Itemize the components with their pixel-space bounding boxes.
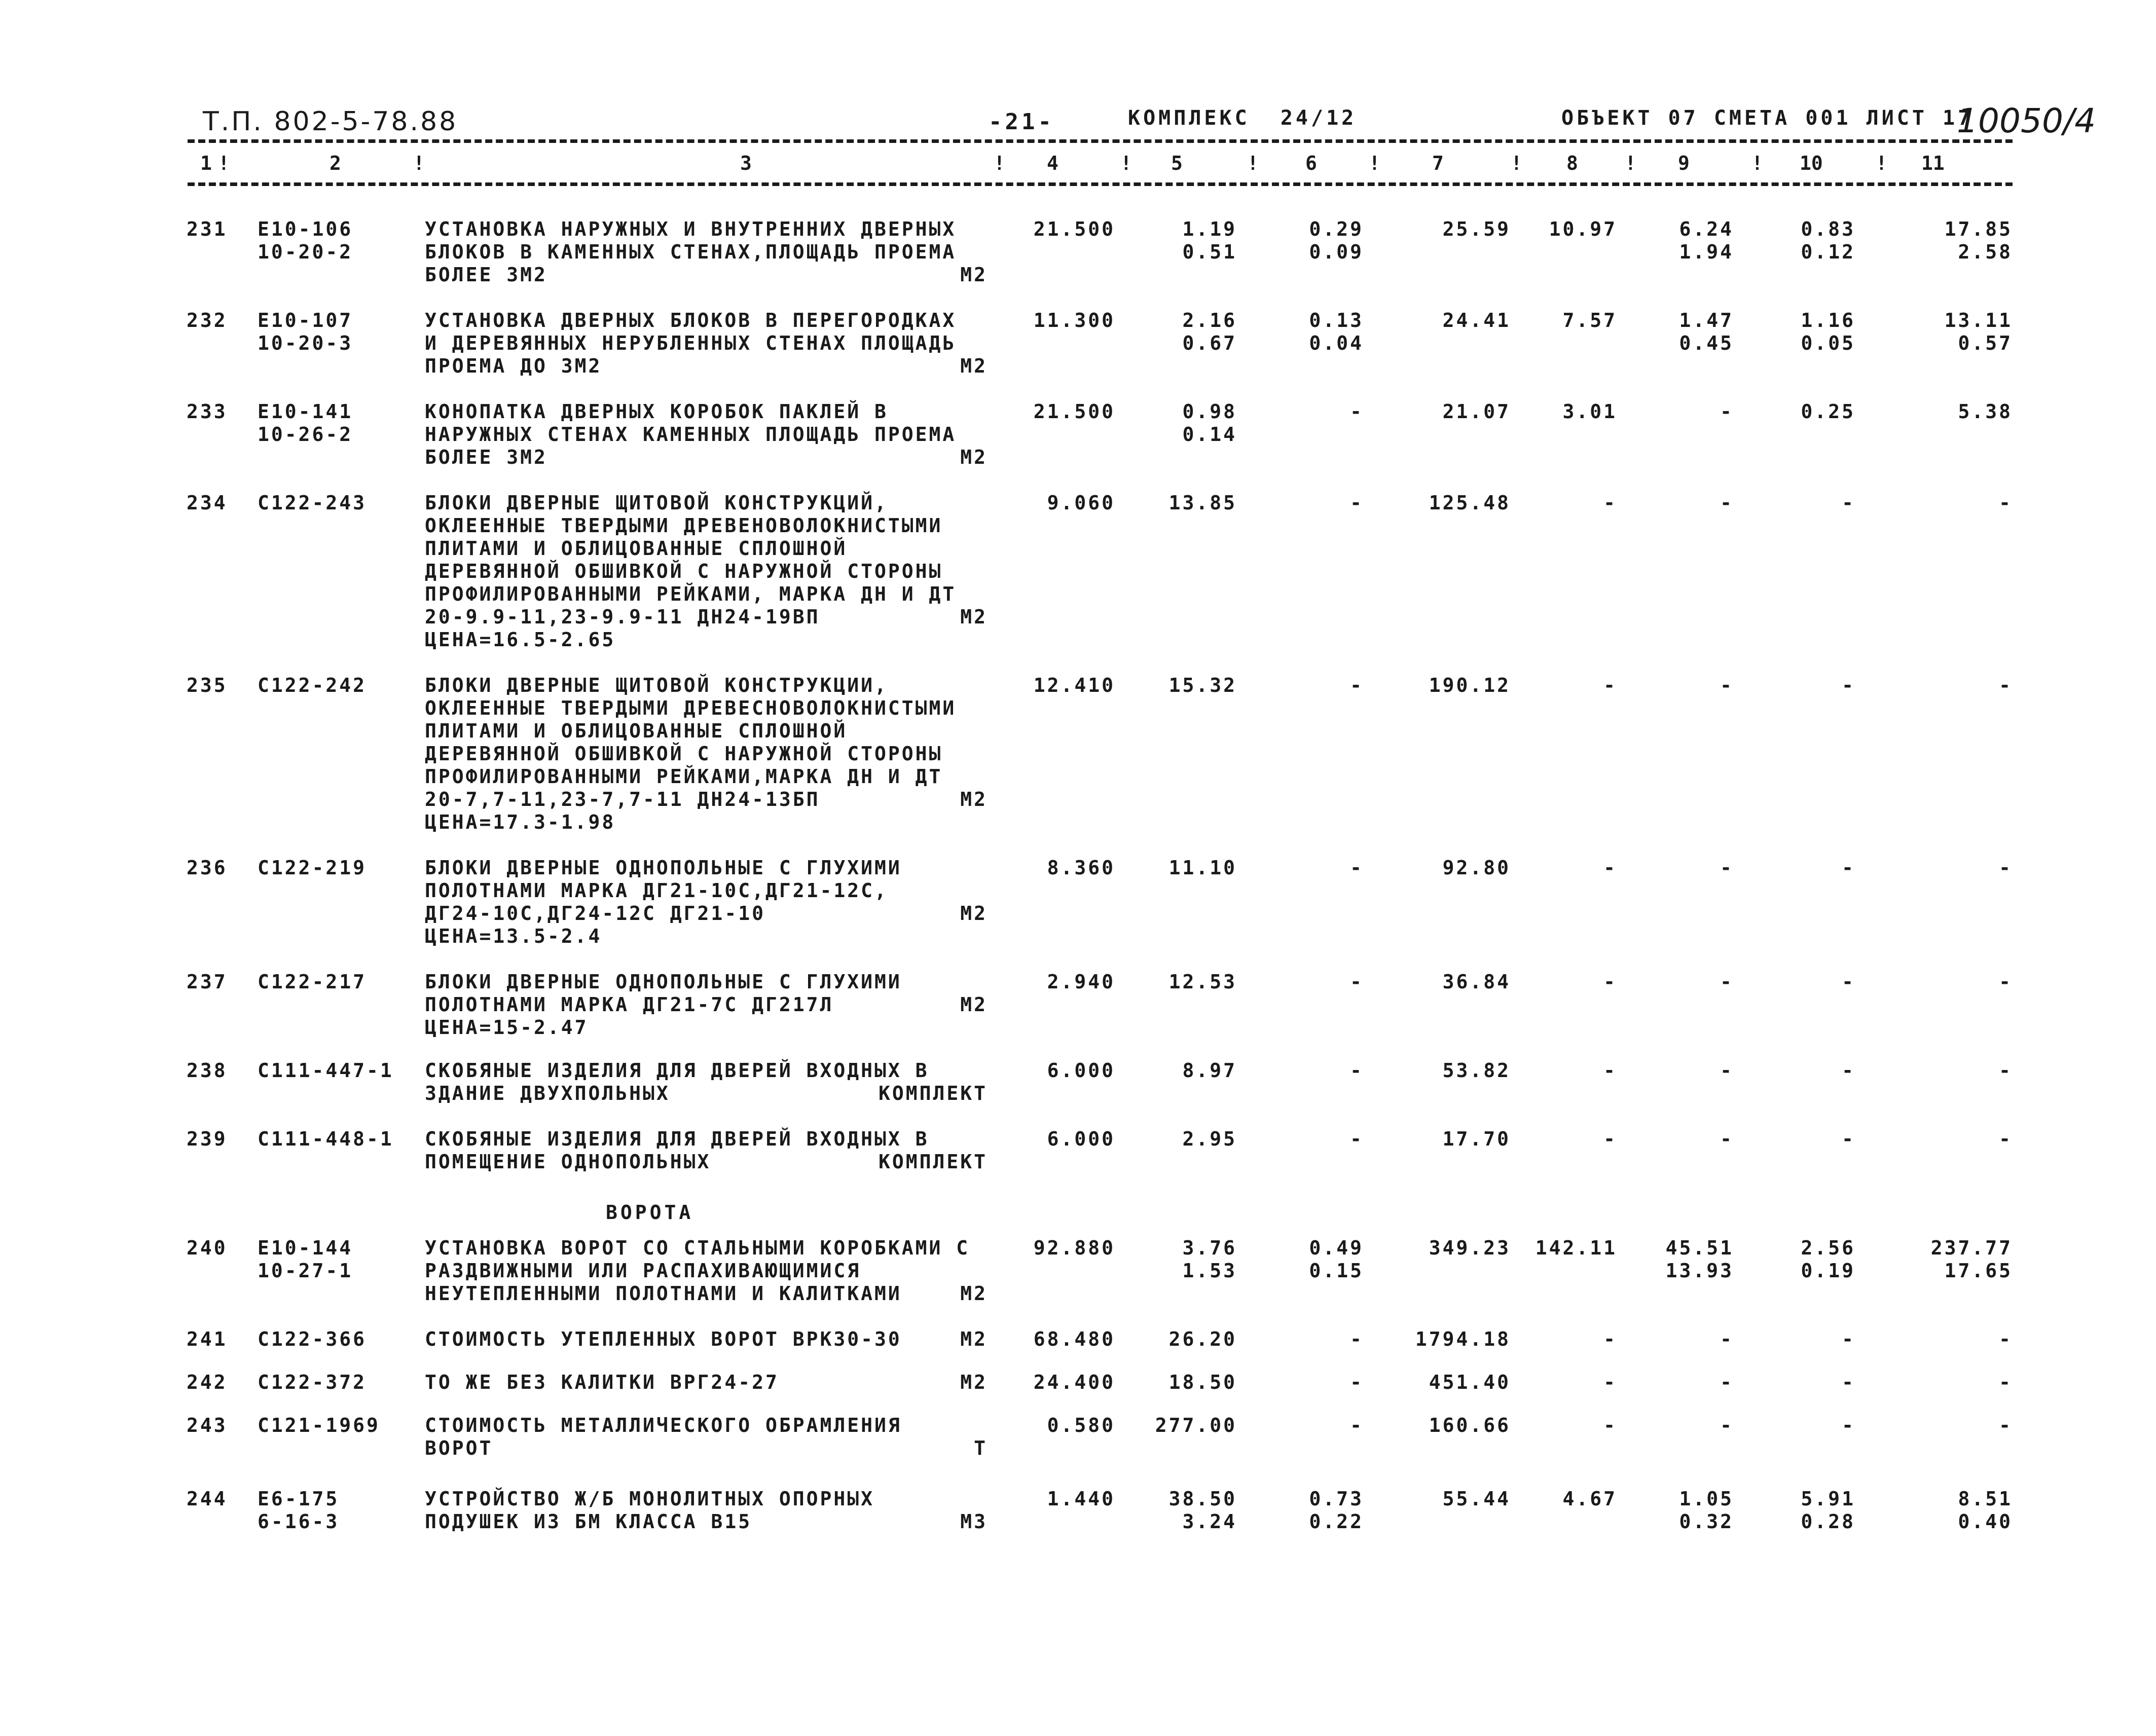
row-value-col-4: 8.360 [1047,857,1115,879]
col-header-7: 7 [1432,152,1444,174]
row-value-col-9: - [1720,971,1734,993]
col-header-3: 3 [740,152,752,174]
row-value-col-5: 38.50 3.24 [1168,1488,1237,1533]
row-description: УСТАНОВКА ВОРОТ СО СТАЛЬНЫМИ КОРОБКАМИ С РАЗДВИЖНЫМИ ИЛИ РАСПАХИВАЮЩИМИСЯ НЕУТЕПЛЕННЫМИ ПОЛОТНАМИ И КАЛИТКАМИ М2 [425,1237,988,1305]
row-code: Е10-106 10-20-2 [258,218,353,263]
row-value-col-4: 2.940 [1047,971,1115,993]
col-separator: ! [1511,152,1522,174]
row-value-col-9: - [1720,674,1734,696]
row-description: БЛОКИ ДВЕРНЫЕ ОДНОПОЛЬНЫЕ С ГЛУХИМИ ПОЛОТНАМИ МАРКА ДГ21-10С,ДГ21-12С, ДГ24-10С,ДГ24-12С ДГ21-10 М2 ЦЕНА=13.5-2.4 [425,857,988,947]
row-value-col-11: 13.11 0.57 [1944,309,2013,354]
row-value-col-11: - [1999,674,2013,696]
row-value-col-5: 8.97 [1182,1059,1237,1082]
row-number: 233 [187,400,228,423]
row-value-col-7: 349.23 [1429,1237,1511,1259]
row-value-col-10: - [1842,971,1855,993]
row-value-col-7: 24.41 [1442,309,1511,331]
row-value-col-7: 53.82 [1442,1059,1511,1082]
row-value-col-6: - [1350,400,1364,423]
row-value-col-10: 0.83 0.12 [1801,218,1855,263]
row-code: Е10-107 10-20-3 [258,309,353,354]
row-value-col-8: - [1603,1059,1617,1082]
row-number: 243 [187,1414,228,1436]
row-value-col-5: 2.95 [1182,1128,1237,1150]
row-value-col-4: 68.480 [1033,1328,1115,1350]
row-value-col-8: - [1603,971,1617,993]
col-header-5: 5 [1171,152,1183,174]
row-value-col-11: - [1999,971,2013,993]
row-description: СКОБЯНЫЕ ИЗДЕЛИЯ ДЛЯ ДВЕРЕЙ ВХОДНЫХ В ЗДАНИЕ ДВУХПОЛЬНЫХ КОМПЛЕКТ [425,1059,988,1104]
row-unit: М2 [960,993,988,1016]
complex-label: КОМПЛЕКС 24/12 [1128,106,1357,130]
row-value-col-6: - [1350,1059,1364,1082]
row-code: Е6-175 6-16-3 [258,1488,340,1533]
row-value-col-4: 6.000 [1047,1128,1115,1150]
row-value-col-7: 1794.18 [1415,1328,1511,1350]
row-value-col-5: 0.98 0.14 [1182,400,1237,446]
row-unit: Т [974,1437,988,1459]
col-separator: ! [1625,152,1636,174]
row-value-col-5: 13.85 [1168,492,1237,514]
col-separator: ! [994,152,1005,174]
row-value-col-11: - [1999,1128,2013,1150]
row-value-col-5: 26.20 [1168,1328,1237,1350]
row-unit: М2 [960,1282,988,1305]
col-header-11: 11 [1921,152,1945,174]
row-value-col-5: 1.19 0.51 [1182,218,1237,263]
row-description: БЛОКИ ДВЕРНЫЕ ЩИТОВОЙ КОНСТРУКЦИИ, ОКЛЕЕННЫЕ ТВЕРДЫМИ ДРЕВЕСНОВОЛОКНИСТЫМИ ПЛИТАМИ И ОБЛИЦОВАННЫЕ СПЛОШНОЙ ДЕРЕВЯННОЙ ОБШИВКОЙ С НАРУЖНОЙ СТОРОНЫ ПРОФИЛИРОВАННЫМИ РЕЙКАМИ,МАРКА ДН И ДТ 20-7,7-11,23-7,7-11 ДН24-13БП М2 ЦЕНА=17.3-1.98 [425,674,988,833]
row-value-col-10: - [1842,492,1855,514]
row-value-col-6: 0.13 0.04 [1309,309,1364,354]
row-value-col-11: 5.38 [1958,400,2013,423]
row-value-col-9: - [1720,1128,1734,1150]
row-value-col-10: 1.16 0.05 [1801,309,1855,354]
row-value-col-4: 6.000 [1047,1059,1115,1082]
row-unit: М2 [960,446,988,468]
row-value-col-7: 125.48 [1429,492,1511,514]
row-number: 244 [187,1488,228,1510]
row-value-col-8: 10.97 [1549,218,1617,240]
row-code: С122-219 [258,857,367,879]
row-code: С122-243 [258,492,367,514]
row-unit: М2 [960,902,988,925]
row-description: УСТАНОВКА ДВЕРНЫХ БЛОКОВ В ПЕРЕГОРОДКАХ И ДЕРЕВЯННЫХ НЕРУБЛЕННЫХ СТЕНАХ ПЛОЩАДЬ ПРОЕМА ДО 3М2 М2 [425,309,988,377]
row-number: 238 [187,1059,228,1082]
col-separator: ! [1876,152,1887,174]
row-value-col-4: 92.880 [1033,1237,1115,1259]
row-value-col-11: - [1999,1328,2013,1350]
row-value-col-8: - [1603,492,1617,514]
col-separator: ! [1247,152,1259,174]
row-number: 234 [187,492,228,514]
row-description: УСТРОЙСТВО Ж/Б МОНОЛИТНЫХ ОПОРНЫХ ПОДУШЕК ИЗ БМ КЛАССА В15 М3 [425,1488,988,1533]
row-value-col-10: - [1842,674,1855,696]
col-separator: ! [218,152,230,174]
row-unit: КОМПЛЕКТ [878,1151,988,1173]
row-number: 235 [187,674,228,696]
handwritten-stamp: 10050/4 [1957,101,2096,140]
row-value-col-6: - [1350,674,1364,696]
row-code: С122-242 [258,674,367,696]
row-value-col-7: 55.44 [1442,1488,1511,1510]
row-value-col-9: 6.24 1.94 [1679,218,1734,263]
row-unit: КОМПЛЕКТ [878,1082,988,1104]
row-description: УСТАНОВКА НАРУЖНЫХ И ВНУТРЕННИХ ДВЕРНЫХ БЛОКОВ В КАМЕННЫХ СТЕНАХ,ПЛОЩАДЬ ПРОЕМА БОЛЕЕ 3М2 М2 [425,218,988,286]
row-value-col-7: 92.80 [1442,857,1511,879]
row-unit: М2 [960,355,988,377]
row-value-col-7: 17.70 [1442,1128,1511,1150]
row-description: СТОИМОСТЬ УТЕПЛЕННЫХ ВОРОТ ВРК30-30 М2 [425,1328,988,1350]
row-value-col-10: 5.91 0.28 [1801,1488,1855,1533]
row-value-col-10: - [1842,1059,1855,1082]
header-divider-bottom [188,182,2013,186]
row-value-col-11: 237.77 17.65 [1930,1237,2013,1282]
row-value-col-6: - [1350,492,1364,514]
row-description: БЛОКИ ДВЕРНЫЕ ОДНОПОЛЬНЫЕ С ГЛУХИМИ ПОЛОТНАМИ МАРКА ДГ21-7С ДГ217Л М2 ЦЕНА=15-2.47 [425,971,988,1039]
col-header-9: 9 [1678,152,1690,174]
row-code: С111-447-1 [258,1059,394,1082]
row-value-col-8: - [1603,1371,1617,1393]
row-value-col-8: - [1603,1328,1617,1350]
row-value-col-6: - [1350,1128,1364,1150]
row-value-col-7: 25.59 [1442,218,1511,240]
row-value-col-7: 190.12 [1429,674,1511,696]
row-value-col-5: 11.10 [1168,857,1237,879]
row-unit: М2 [960,264,988,286]
row-value-col-4: 1.440 [1047,1488,1115,1510]
row-value-col-9: 1.47 0.45 [1679,309,1734,354]
col-separator: ! [1120,152,1132,174]
row-value-col-10: 2.56 0.19 [1801,1237,1855,1282]
col-header-1: 1 [200,152,212,174]
row-value-col-11: - [1999,1414,2013,1436]
row-value-col-11: - [1999,1059,2013,1082]
row-number: 239 [187,1128,228,1150]
row-number: 236 [187,857,228,879]
col-separator: ! [413,152,425,174]
row-unit: М2 [960,606,988,628]
row-description: БЛОКИ ДВЕРНЫЕ ЩИТОВОЙ КОНСТРУКЦИЙ, ОКЛЕЕННЫЕ ТВЕРДЫМИ ДРЕВЕНОВОЛОКНИСТЫМИ ПЛИТАМИ И ОБЛИЦОВАННЫЕ СПЛОШНОЙ ДЕРЕВЯННОЙ ОБШИВКОЙ С НАРУЖНОЙ СТОРОНЫ ПРОФИЛИРОВАННЫМИ РЕЙКАМИ, МАРКА ДН И ДТ 20-9.9-11,23-9.9-11 ДН24-19ВП М2 ЦЕНА=16.5-2.65 [425,492,988,651]
row-value-col-8: 7.57 [1562,309,1617,331]
row-value-col-8: 142.11 [1535,1237,1617,1259]
section-title: ВОРОТА [606,1201,694,1224]
row-number: 232 [187,309,228,331]
row-number: 241 [187,1328,228,1350]
row-value-col-8: - [1603,1128,1617,1150]
row-code: С122-217 [258,971,367,993]
row-value-col-9: - [1720,857,1734,879]
row-unit: М3 [960,1510,988,1533]
row-value-col-5: 18.50 [1168,1371,1237,1393]
row-value-col-10: 0.25 [1801,400,1855,423]
row-value-col-9: - [1720,1371,1734,1393]
row-value-col-9: - [1720,400,1734,423]
row-value-col-10: - [1842,1371,1855,1393]
page-number: -21- [989,109,1054,135]
row-description: ТО ЖЕ БЕЗ КАЛИТКИ ВРГ24-27 М2 [425,1371,988,1393]
row-value-col-5: 12.53 [1168,971,1237,993]
row-value-col-9: - [1720,1328,1734,1350]
row-value-col-4: 11.300 [1033,309,1115,331]
row-value-col-5: 2.16 0.67 [1182,309,1237,354]
row-code: С122-372 [258,1371,367,1393]
row-value-col-7: 160.66 [1429,1414,1511,1436]
row-value-col-7: 21.07 [1442,400,1511,423]
row-code: С122-366 [258,1328,367,1350]
row-value-col-8: 3.01 [1562,400,1617,423]
row-value-col-6: 0.29 0.09 [1309,218,1364,263]
row-value-col-4: 21.500 [1033,400,1115,423]
row-description: КОНОПАТКА ДВЕРНЫХ КОРОБОК ПАКЛЕЙ В НАРУЖНЫХ СТЕНАХ КАМЕННЫХ ПЛОЩАДЬ ПРОЕМА БОЛЕЕ 3М2 М2 [425,400,988,468]
row-value-col-9: 45.51 13.93 [1665,1237,1734,1282]
row-value-col-10: - [1842,1414,1855,1436]
row-value-col-6: - [1350,1328,1364,1350]
row-code: С121-1969 [258,1414,380,1436]
row-value-col-11: - [1999,857,2013,879]
row-code: Е10-144 10-27-1 [258,1237,353,1282]
row-value-col-4: 0.580 [1047,1414,1115,1436]
row-value-col-11: - [1999,492,2013,514]
row-value-col-6: - [1350,1414,1364,1436]
row-value-col-6: 0.49 0.15 [1309,1237,1364,1282]
row-unit: М2 [960,1328,988,1350]
row-value-col-11: 17.85 2.58 [1944,218,2013,263]
row-value-col-9: - [1720,492,1734,514]
row-value-col-6: - [1350,971,1364,993]
row-value-col-5: 277.00 [1155,1414,1237,1436]
row-code: Е10-141 10-26-2 [258,400,353,446]
col-header-2: 2 [330,152,341,174]
row-value-col-5: 15.32 [1168,674,1237,696]
row-number: 242 [187,1371,228,1393]
row-value-col-11: - [1999,1371,2013,1393]
row-unit: М2 [960,788,988,810]
col-separator: ! [1369,152,1380,174]
col-header-6: 6 [1305,152,1317,174]
row-value-col-10: - [1842,857,1855,879]
row-description: СКОБЯНЫЕ ИЗДЕЛИЯ ДЛЯ ДВЕРЕЙ ВХОДНЫХ В ПОМЕЩЕНИЕ ОДНОПОЛЬНЫХ КОМПЛЕКТ [425,1128,988,1173]
header-divider-top [188,139,2013,143]
row-value-col-10: - [1842,1328,1855,1350]
row-value-col-9: 1.05 0.32 [1679,1488,1734,1533]
row-number: 237 [187,971,228,993]
row-value-col-9: - [1720,1414,1734,1436]
row-description: СТОИМОСТЬ МЕТАЛЛИЧЕСКОГО ОБРАМЛЕНИЯ ВОРОТ Т [425,1414,988,1459]
row-value-col-8: - [1603,1414,1617,1436]
row-value-col-10: - [1842,1128,1855,1150]
row-value-col-4: 9.060 [1047,492,1115,514]
document-code: Т.П. 802-5-78.88 [203,106,458,137]
row-value-col-7: 36.84 [1442,971,1511,993]
row-value-col-6: 0.73 0.22 [1309,1488,1364,1533]
row-value-col-7: 451.40 [1429,1371,1511,1393]
row-value-col-5: 3.76 1.53 [1182,1237,1237,1282]
col-header-10: 10 [1800,152,1823,174]
col-separator: ! [1751,152,1763,174]
col-header-8: 8 [1566,152,1578,174]
row-code: С111-448-1 [258,1128,394,1150]
row-value-col-11: 8.51 0.40 [1958,1488,2013,1533]
row-value-col-8: - [1603,674,1617,696]
row-value-col-4: 12.410 [1033,674,1115,696]
row-number: 240 [187,1237,228,1259]
row-value-col-4: 21.500 [1033,218,1115,240]
object-sheet-label: ОБЪЕКТ 07 СМЕТА 001 ЛИСТ 17 [1561,106,1974,130]
row-value-col-6: - [1350,857,1364,879]
row-value-col-9: - [1720,1059,1734,1082]
row-value-col-4: 24.400 [1033,1371,1115,1393]
col-header-4: 4 [1047,152,1058,174]
row-value-col-6: - [1350,1371,1364,1393]
row-value-col-8: 4.67 [1562,1488,1617,1510]
row-value-col-8: - [1603,857,1617,879]
row-number: 231 [187,218,228,240]
row-unit: М2 [960,1371,988,1393]
